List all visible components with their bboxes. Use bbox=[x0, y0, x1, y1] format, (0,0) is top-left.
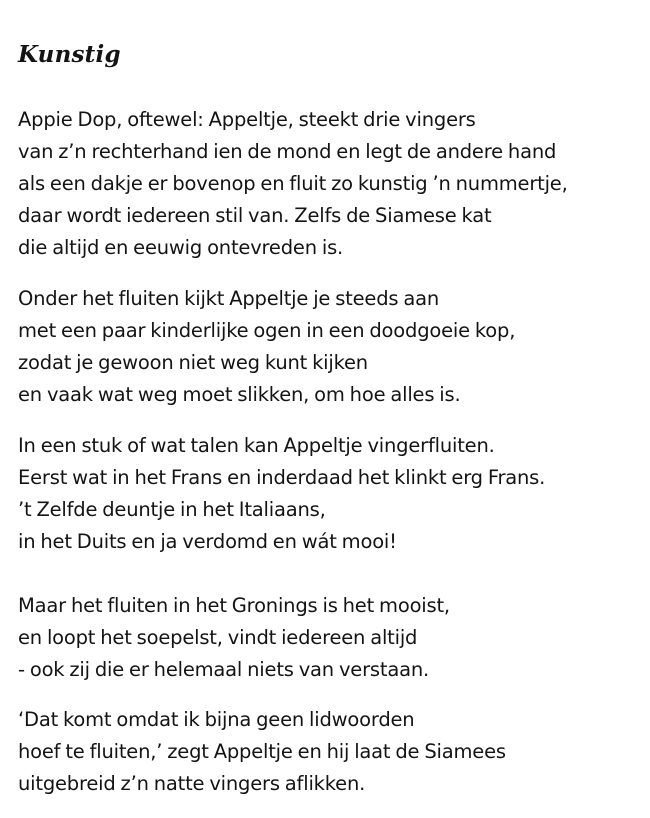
stanza-1 bbox=[18, 104, 643, 264]
stanza-3 bbox=[18, 430, 643, 558]
poem-line: daar wordt iedereen stil van. Zelfs de Siamese kat bbox=[18, 204, 492, 227]
poem-title: Kunstig bbox=[18, 41, 121, 68]
poem-line: in het Duits en ja verdomd en wát mooi! bbox=[18, 530, 397, 553]
poem-line: Eerst wat in het Frans en inderdaad het klinkt erg Frans. bbox=[18, 466, 546, 489]
poem-line: en loopt het soepelst, vindt iedereen altijd bbox=[18, 626, 418, 649]
poem-line: met een paar kinderlijke ogen in een doodgoeie kop, bbox=[18, 319, 516, 342]
poem-line: Maar het fluiten in het Gronings is het mooist, bbox=[18, 594, 450, 617]
stanza-2 bbox=[18, 283, 643, 411]
poem-line: Appie Dop, oftewel: Appeltje, steekt drie vingers bbox=[18, 108, 476, 131]
stanza-4 bbox=[18, 590, 643, 686]
poem-line: - ook zij die er helemaal niets van verstaan. bbox=[18, 658, 429, 681]
poem-line: In een stuk of wat talen kan Appeltje vingerfluiten. bbox=[18, 434, 495, 457]
stanza-5 bbox=[18, 704, 643, 800]
poem-line: ‘Dat komt omdat ik bijna geen lidwoorden bbox=[18, 708, 415, 731]
poem-line: uitgebreid z’n natte vingers aflikken. bbox=[18, 772, 366, 795]
poem-line: van z’n rechterhand ien de mond en legt de andere hand bbox=[18, 140, 557, 163]
poem-line: ’t Zelfde deuntje in het Italiaans, bbox=[18, 498, 326, 521]
poem-line: zodat je gewoon niet weg kunt kijken bbox=[18, 351, 368, 374]
poem-line: als een dakje er bovenop en fluit zo kunstig ’n nummertje, bbox=[18, 172, 568, 195]
poem-line: en vaak wat weg moet slikken, om hoe alles is. bbox=[18, 383, 461, 406]
poem-line: Onder het fluiten kijkt Appeltje je steeds aan bbox=[18, 287, 439, 310]
poem-line: die altijd en eeuwig ontevreden is. bbox=[18, 236, 344, 259]
poem-line: hoef te fluiten,’ zegt Appeltje en hij laat de Siamees bbox=[18, 740, 506, 763]
